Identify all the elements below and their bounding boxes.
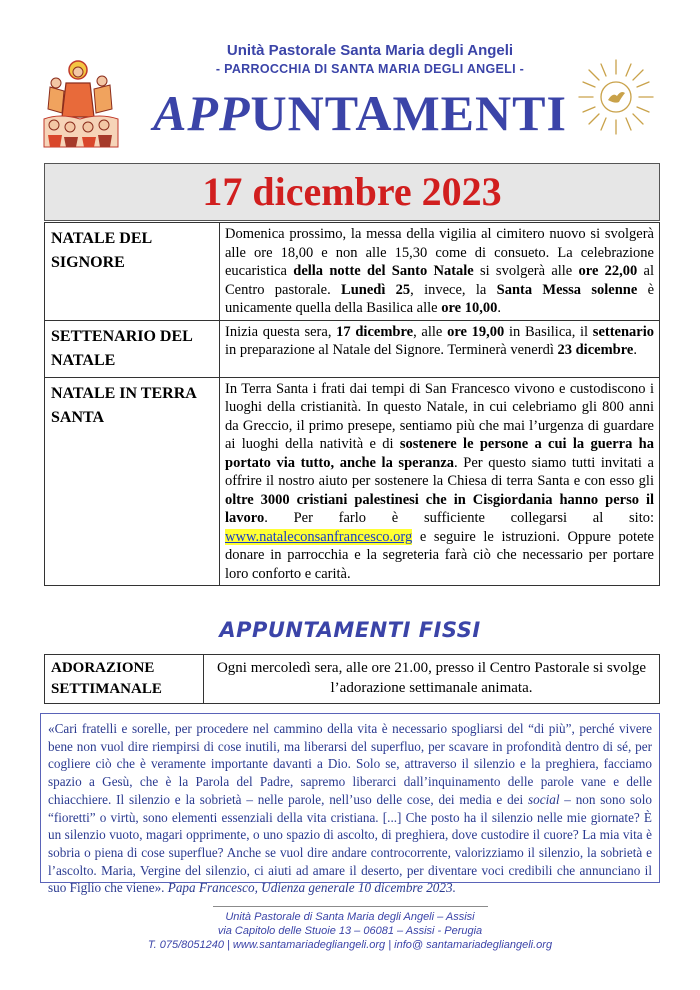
table-row <box>45 377 660 586</box>
page-title-part-2: UNTAMENTI <box>250 85 567 141</box>
footer-divider <box>213 906 488 907</box>
event-description: Domenica prossimo, la messa della vigilia al cimitero nuovo si svolgerà alle ore 18,00 e non alle 15,30 come di consueto. La celebrazione eucaristica della notte del Santo Natale si svolgerà alle ore 22,00 al Centro pastorale. Lunedì 25, invece, la Santa Messa solenne è unicamente quella della Basilica alle ore 10,00. <box>220 223 660 321</box>
fixed-appointments-title: APPUNTAMENTI FISSI <box>219 618 481 642</box>
table-row <box>45 223 660 321</box>
date-text: 17 dicembre 2023 <box>202 169 502 214</box>
fixed-description: Ogni mercoledì sera, alle ore 21.00, presso il Centro Pastorale si svolge l’adorazione settimanale animata. <box>204 655 660 704</box>
event-label: NATALE IN TERRA SANTA <box>45 377 220 586</box>
parish-name: - PARROCCHIA DI SANTA MARIA DEGLI ANGELI - <box>215 62 525 76</box>
table-row <box>45 655 660 704</box>
fixed-label: ADORAZIONE SETTIMANALE <box>45 655 204 704</box>
page-title <box>120 84 600 142</box>
quote-source: Papa Francesco, Udienza generale 10 dicembre 2023. <box>167 880 456 896</box>
organization-name: Unità Pastorale Santa Maria degli Angeli <box>226 42 514 59</box>
saints-group-illustration-icon <box>40 57 120 149</box>
footer-line-2: via Capitolo delle Stuoie 13 – 06081 – Assisi - Perugia <box>217 925 483 937</box>
event-label: NATALE DEL SIGNORE <box>45 223 220 321</box>
date-banner <box>44 163 660 221</box>
event-label: SETTENARIO DEL NATALE <box>45 320 220 377</box>
table-row <box>45 320 660 377</box>
event-description: Inizia questa sera, 17 dicembre, alle ore 19,00 in Basilica, il settenario in preparazione al Natale del Signore. Terminerà venerdì 23 dicembre. <box>220 320 660 377</box>
fixed-appointments-table <box>44 654 660 704</box>
events-table <box>44 222 660 586</box>
event-description: In Terra Santa i frati dai tempi di San Francesco vivono e custodiscono i luoghi della cristianità. In questo Natale, in cui celebriamo gli 800 anni da Greccio, il primo presepe, sentiamo più che mai l’urgenza di guardare ai luoghi della natività e di sostenere le persone a cui la guerra ha portato via tutto, anche la speranza. Per questo siamo tutti invitati a offrire il nostro aiuto per sostenere la Chiesa di terra Santa e con esso gli oltre 3000 cristiani palestinesi che in Cisgiordania hanno perso il lavoro. Per farlo è sufficiente collegarsi al sito: www.nataleconsanfrancesco.org e seguire le istruzioni. Oppure potete donare in parrocchia e la segreteria farà ciò che necessario per portare loro conforto e carità. <box>220 377 660 586</box>
pope-quote: «Cari fratelli e sorelle, per procedere nel cammino della vita è necessario spogliarsi del “di più”, perché vivere bene non vuol dire riempirsi di cose inutili, ma liberarsi del superfluo, per scavare in profondità dentro di sé, per cogliere ciò che è veramente importante davanti a Dio. Solo se, attraverso il silenzio e la preghiera, facciamo spazio a Gesù, che è la Parola del Padre, sapremo liberarci dall’inquinamento delle parole vane e delle chiacchiere. Il silenzio e la sobrietà – nelle parole, nell’uso delle cose, dei media e dei social – non sono solo “fioretti” o virtù, sono elementi essenziali della vita cristiana. [...] Che posto ha il silenzio nelle mie giornate? È un silenzio vuoto, magari opprimente, o uno spazio di ascolto, di preghiera, dove custodire il cuore? La mia vita è sobria o piena di cose superflue? Anche se vuol dire andare controcorrente, valorizziamo il silenzio, la sobrietà e l’ascolto. Maria, Vergine del silenzio, ci aiuti ad amare il deserto, per diventare voci credibili che annunciano il suo Figlio che viene». Papa Francesco, Udienza generale 10 dicembre 2023. <box>40 713 660 883</box>
donation-link[interactable]: www.nataleconsanfrancesco.org <box>225 528 413 545</box>
footer-line-1: Unità Pastorale di Santa Maria degli Angeli – Assisi <box>225 911 475 923</box>
footer-line-3: T. 075/8051240 | www.santamariadegliangeli.org | info@ santamariadegliangeli.org <box>147 939 553 951</box>
page-title-part-1: APP <box>153 85 251 141</box>
